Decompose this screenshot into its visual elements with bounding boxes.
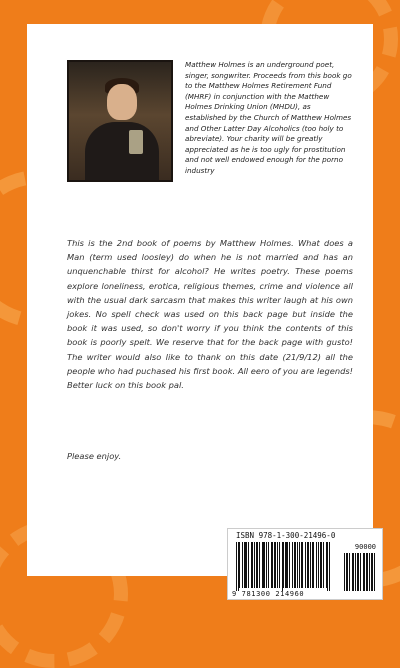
barcode-addon-bar bbox=[357, 553, 358, 591]
barcode-bar bbox=[292, 542, 293, 588]
photo-author-body bbox=[85, 122, 159, 182]
barcode-bar bbox=[263, 542, 264, 588]
photo-drink-glass bbox=[129, 130, 143, 154]
barcode-bar bbox=[299, 542, 300, 588]
barcode-bar bbox=[245, 542, 246, 588]
barcode-bar bbox=[321, 542, 322, 588]
barcode-bar bbox=[323, 542, 324, 588]
barcode-bar bbox=[289, 542, 290, 588]
barcode-bar bbox=[287, 542, 288, 588]
barcode-bar bbox=[252, 542, 253, 588]
barcode-bar bbox=[268, 542, 269, 588]
barcode-bar bbox=[312, 542, 313, 588]
barcode-bar bbox=[302, 542, 303, 588]
barcode-bar bbox=[248, 542, 249, 588]
isbn-label: ISBN 978-1-300-21496-0 bbox=[236, 531, 336, 540]
barcode-bar bbox=[283, 542, 284, 588]
barcode-bar bbox=[271, 542, 272, 588]
barcode-bar bbox=[305, 542, 306, 588]
barcode-bar bbox=[259, 542, 260, 588]
barcode-bar bbox=[286, 542, 287, 588]
barcode-bar bbox=[297, 542, 298, 588]
author-bio: Matthew Holmes is an underground poet, singer, songwriter. Proceeds from this book go to the Matthew Holmes Retirement Fund (MHRF) in conjunction with the Matthew Holmes Drinking Union (MHDU), as established by the Church of Matthew Holmes and Other Latter Day Alcoholics (too holy to abreviate). Your charity will be greatly appreciated as he is too ugly for prostitution and not well endowed enough for the porno industry bbox=[185, 60, 352, 175]
barcode-bar bbox=[239, 542, 240, 588]
photo-author-face bbox=[107, 84, 137, 120]
barcode-bar bbox=[254, 542, 255, 588]
barcode-addon-bar bbox=[349, 553, 350, 591]
barcode-bar bbox=[236, 542, 237, 591]
barcode-addon-bar bbox=[352, 553, 353, 591]
barcode-addon-bar bbox=[367, 553, 368, 591]
barcode-bar bbox=[285, 542, 286, 588]
barcode-bar bbox=[308, 542, 309, 588]
isbn-barcode bbox=[227, 528, 383, 600]
barcode-bar bbox=[266, 542, 267, 588]
barcode-addon-bar bbox=[358, 553, 359, 591]
barcode-bar bbox=[279, 542, 280, 588]
barcode-bar bbox=[320, 542, 321, 588]
barcode-addon-bar bbox=[346, 553, 347, 591]
barcode-bar bbox=[307, 542, 308, 588]
barcode-bar bbox=[274, 542, 275, 588]
author-photo bbox=[67, 60, 173, 182]
barcode-addon-bar bbox=[371, 553, 372, 591]
barcode-bar bbox=[262, 542, 263, 588]
barcode-digits: 9 781300 214960 bbox=[232, 590, 305, 598]
barcode-addon-bar bbox=[366, 553, 367, 591]
barcode-bar bbox=[329, 542, 330, 591]
barcode-addon-bar bbox=[344, 553, 345, 591]
closing-line: Please enjoy. bbox=[67, 451, 122, 461]
barcode-addon-bar bbox=[372, 553, 373, 591]
barcode-addon-bar bbox=[347, 553, 348, 591]
barcode-bar bbox=[275, 542, 276, 588]
barcode-addon-bar bbox=[369, 553, 370, 591]
barcode-bar bbox=[310, 542, 311, 588]
barcode-addon-bar bbox=[364, 553, 365, 591]
barcode-addon-bar bbox=[355, 553, 356, 591]
barcode-bar bbox=[257, 542, 258, 588]
barcode-bar bbox=[251, 542, 252, 588]
barcode-bar bbox=[242, 542, 243, 588]
barcode-bar bbox=[316, 542, 317, 588]
barcode-addon-bar bbox=[353, 553, 354, 591]
barcode-bar bbox=[256, 542, 257, 588]
barcode-bar bbox=[272, 542, 273, 588]
barcode-addon-bar bbox=[374, 553, 375, 591]
barcode-addon-bar bbox=[363, 553, 364, 591]
barcode-bar bbox=[246, 542, 247, 588]
book-description: This is the 2nd book of poems by Matthew Holmes. What does a Man (term used loosley) do when he is not married and has an unquenchable thirst for alcohol? He writes poetry. These poems explore loneliness, erotica, religious themes, crime and violence all with the usual dark sarcasm that makes this writer laugh at his own jokes. No spell check was used on this back page but inside the book it was used, so don't worry if you think the contents of this book is poorly spelt. We reserve that for the back page with gusto! The writer would also like to thank on this date (21/9/12) all the people who had puchased his first book. All eero of you are legends! Better luck on this book pal. bbox=[67, 238, 353, 391]
barcode-bar bbox=[238, 542, 239, 591]
barcode-bar bbox=[264, 542, 265, 588]
barcode-bar bbox=[294, 542, 295, 588]
barcode-addon-bar bbox=[360, 553, 361, 591]
barcode-bar bbox=[282, 542, 283, 591]
text-panel bbox=[27, 24, 376, 598]
barcode-bar bbox=[327, 542, 328, 591]
barcode-bar bbox=[244, 542, 245, 588]
barcode-bar bbox=[326, 542, 327, 588]
barcode-bar bbox=[313, 542, 314, 588]
price-code: 90000 bbox=[354, 543, 376, 551]
barcode-bar bbox=[318, 542, 319, 588]
barcode-bar bbox=[277, 542, 278, 588]
barcode-bar bbox=[295, 542, 296, 588]
barcode-bar bbox=[301, 542, 302, 588]
